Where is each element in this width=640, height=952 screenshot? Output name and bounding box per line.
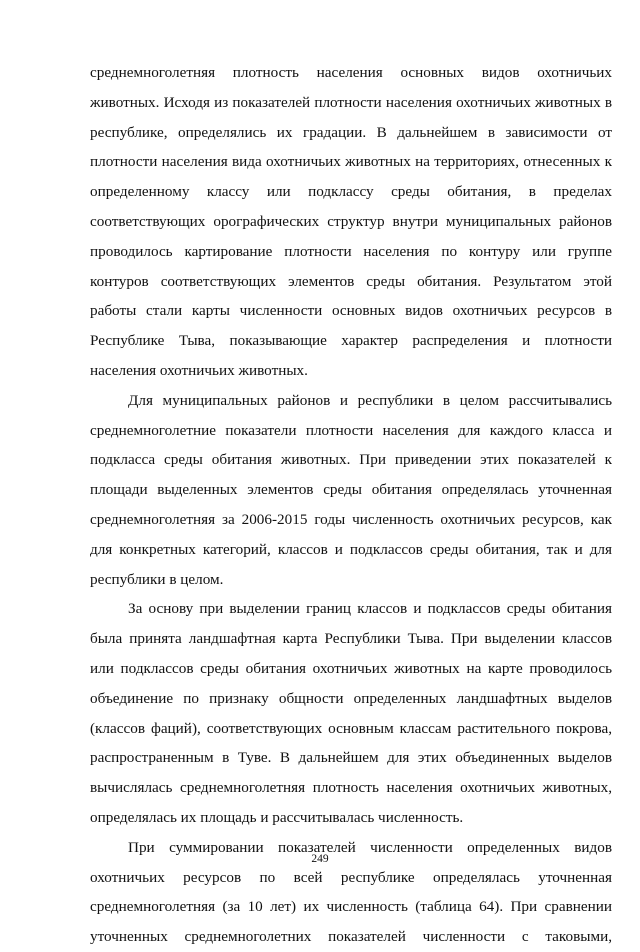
text-line: среднемноголетняя за 2006-2015 годы численность охотничьих ресурсов, как: [90, 510, 612, 528]
text-line: распространенным в Туве. В дальнейшем для этих объединенных выделов: [90, 749, 612, 767]
paragraph-2: [90, 386, 612, 595]
text-line: населения охотничьих животных.: [90, 361, 308, 379]
text-line: среднемноголетние показатели плотности населения для каждого класса и: [90, 421, 612, 439]
text-line: республике, определялись их градации. В дальнейшем в зависимости от: [90, 123, 612, 141]
text-line: проводилось картирование плотности населения по контуру или группе: [90, 242, 612, 260]
text-line: плотности населения вида охотничьих животных на территориях, отнесенных к: [90, 153, 612, 171]
text-line: была принята ландшафтная карта Республики Тыва. При выделении классов: [90, 630, 612, 648]
text-line: Республике Тыва, показывающие характер распределения и плотности: [90, 332, 612, 350]
text-line: среднемноголетняя плотность населения основных видов охотничьих: [90, 64, 612, 81]
text-line: вычислялась среднемноголетняя плотность населения охотничьих животных,: [90, 779, 612, 797]
text-line: За основу при выделении границ классов и подклассов среды обитания: [128, 600, 612, 618]
text-line: Для муниципальных районов и республики в целом рассчитывались: [128, 391, 612, 409]
text-line: (классов фаций), соответствующих основным классам растительного покрова,: [90, 719, 612, 737]
text-line: республики в целом.: [90, 570, 224, 588]
text-line: уточненных среднемноголетних показателей численности с таковыми,: [90, 928, 612, 946]
text-line: или подклассов среды обитания охотничьих животных на карте проводилось: [90, 659, 612, 677]
text-line: объединение по признаку общности определенных ландшафтных выделов: [90, 689, 612, 707]
paragraph-1: [90, 58, 612, 386]
text-line: При суммировании показателей численности определенных видов: [128, 838, 612, 856]
text-line: определенному классу или подклассу среды обитания, в пределах: [90, 183, 612, 201]
page-number: 249: [311, 853, 329, 865]
text-line: среднемноголетняя (за 10 лет) их численность (таблица 64). При сравнении: [90, 898, 612, 916]
text-line: определялась их площадь и рассчитывалась численность.: [90, 808, 464, 826]
text-line: соответствующих орографических структур внутри муниципальных районов: [90, 212, 612, 230]
text-line: работы стали карты численности основных видов охотничьих ресурсов в: [90, 302, 612, 320]
text-line: охотничьих ресурсов по всей республике определялась уточненная: [90, 868, 612, 886]
body-text: [90, 58, 612, 952]
text-line: животных. Исходя из показателей плотности населения охотничьих животных в: [90, 93, 612, 111]
paragraph-3: [90, 594, 612, 832]
text-line: для конкретных категорий, классов и подклассов среды обитания, так и для: [90, 540, 612, 558]
text-line: площади выделенных элементов среды обитания определялась уточненная: [90, 481, 612, 499]
text-line: контуров соответствующих элементов среды обитания. Результатом этой: [90, 272, 612, 290]
text-line: подкласса среды обитания животных. При приведении этих показателей к: [90, 451, 612, 469]
paragraph-4: [90, 833, 612, 952]
